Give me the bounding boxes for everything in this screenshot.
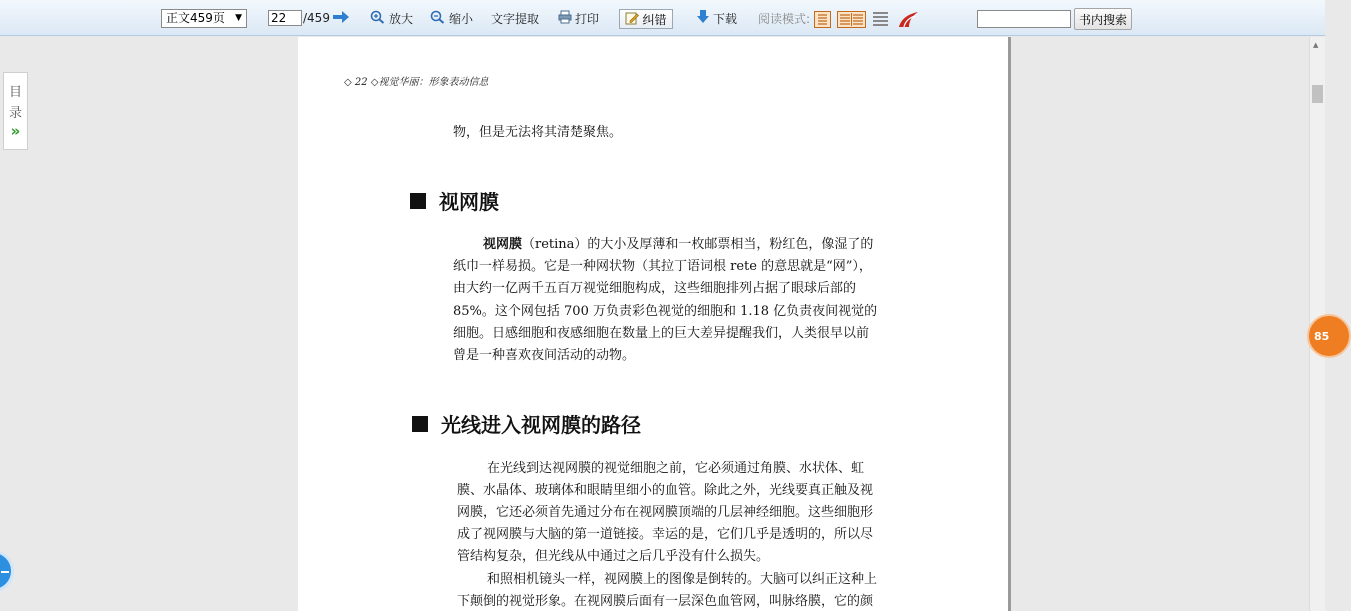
print-button[interactable] <box>558 0 599 36</box>
text-line-rest: （retina）的大小及厚薄和一枚邮票相当，粉红色，像湿了的 <box>522 237 874 252</box>
zoom-in-button[interactable] <box>370 0 413 36</box>
single-page-mode-icon[interactable] <box>814 11 831 28</box>
text-extract-label: 文字提取 <box>491 11 540 26</box>
scrollbar-thumb[interactable] <box>1312 85 1323 103</box>
report-error-label: 纠错 <box>642 12 667 27</box>
bold-term: 视网膜 <box>483 237 523 252</box>
heading-square-icon <box>410 193 426 209</box>
text-line: 成了视网膜与大脑的第一道链接。幸运的是，它们几乎是透明的，所以尽 <box>457 527 874 542</box>
search-input[interactable] <box>977 10 1071 28</box>
toc-tab[interactable] <box>3 72 28 150</box>
text-line: 物，但是无法将其清楚聚焦。 <box>453 125 623 140</box>
text-line: 85%。这个网包括 700 万负责彩色视觉的细胞和 1.18 亿负责夜间视觉的 <box>453 304 878 319</box>
zoom-out-button[interactable] <box>430 0 473 36</box>
print-label: 打印 <box>575 11 600 26</box>
brand-logo-icon[interactable] <box>898 11 919 28</box>
text-line: 曾是一种喜欢夜间活动的动物。 <box>453 348 636 363</box>
expand-arrows-icon: » <box>10 122 21 140</box>
zoom-in-icon <box>370 10 386 27</box>
toolbar <box>0 0 1325 36</box>
scroll-mode-icon[interactable] <box>872 11 889 28</box>
section-heading-retina <box>410 186 499 215</box>
page-number-input[interactable] <box>268 10 302 26</box>
section-select[interactable] <box>161 9 247 28</box>
text-line: 管结构复杂，但光线从中通过之后几乎没有什么损失。 <box>457 549 770 564</box>
text-line: 下颠倒的视觉形象。在视网膜后面有一层深色血管网，叫脉络膜，它的颜 <box>457 594 874 609</box>
running-header: ◇ 22 ◇视觉华丽：形象表动信息 <box>344 77 489 88</box>
toc-label-char-2: 录 <box>8 106 22 121</box>
toc-label-char-1: 目 <box>8 85 22 100</box>
edit-icon <box>625 11 639 28</box>
search-in-book-button[interactable] <box>1074 8 1132 30</box>
text-line <box>483 233 873 252</box>
text-line: 细胞。日感细胞和夜感细胞在数量上的巨大差异提醒我们，人类很早以前 <box>453 326 870 341</box>
search-button-label: 书内搜索 <box>1078 12 1127 27</box>
text-line: 网膜，它还必须首先通过分布在视网膜顶端的几层神经细胞。这些细胞形 <box>457 505 874 520</box>
zoom-out-label: 缩小 <box>449 11 474 26</box>
chevron-down-icon: ▼ <box>235 13 242 23</box>
download-icon <box>696 10 710 27</box>
badge-text: 85 <box>1314 329 1330 343</box>
page-number-value: 22 <box>271 11 287 25</box>
heading-text: 视网膜 <box>439 190 499 214</box>
text-line: 在光线到达视网膜的视觉细胞之前，它必须通过角膜、水状体、虹 <box>487 461 865 476</box>
text-extract-button[interactable] <box>491 0 539 36</box>
double-page-mode-icon[interactable] <box>837 11 866 28</box>
report-error-button[interactable] <box>619 9 673 29</box>
section-heading-light-path <box>412 409 641 438</box>
floating-score-badge[interactable] <box>1307 314 1351 358</box>
text-line: 由大约一亿两千五百万视觉细胞构成，这些细胞排列占据了眼球后部的 <box>453 281 857 296</box>
section-select-value: 正文459页 <box>166 11 225 25</box>
zoom-out-icon <box>430 10 446 27</box>
zoom-in-label: 放大 <box>389 11 414 26</box>
download-button[interactable] <box>696 0 737 36</box>
go-arrow-icon[interactable] <box>332 11 349 26</box>
reading-mode-label: 阅读模式: <box>758 11 811 26</box>
heading-text: 光线进入视网膜的路径 <box>441 413 641 437</box>
printer-icon <box>558 10 572 27</box>
book-page <box>298 37 1008 611</box>
text-line: 和照相机镜头一样，视网膜上的图像是倒转的。大脑可以纠正这种上 <box>487 572 878 587</box>
page-total <box>303 0 349 36</box>
text-line: 纸巾一样易损。它是一种网状物（其拉丁语词根 rete 的意思就是“网”）， <box>453 259 872 274</box>
heading-square-icon <box>412 416 428 432</box>
text-line: 膜、水晶体、玻璃体和眼睛里细小的血管。除此之外，光线要真正触及视 <box>457 483 874 498</box>
page-edge-shadow <box>1008 37 1011 611</box>
page-total-label: /459 <box>303 11 330 25</box>
scroll-up-icon[interactable]: ▲ <box>1313 41 1319 49</box>
floating-collapse-button[interactable] <box>0 550 14 592</box>
download-label: 下载 <box>713 11 738 26</box>
